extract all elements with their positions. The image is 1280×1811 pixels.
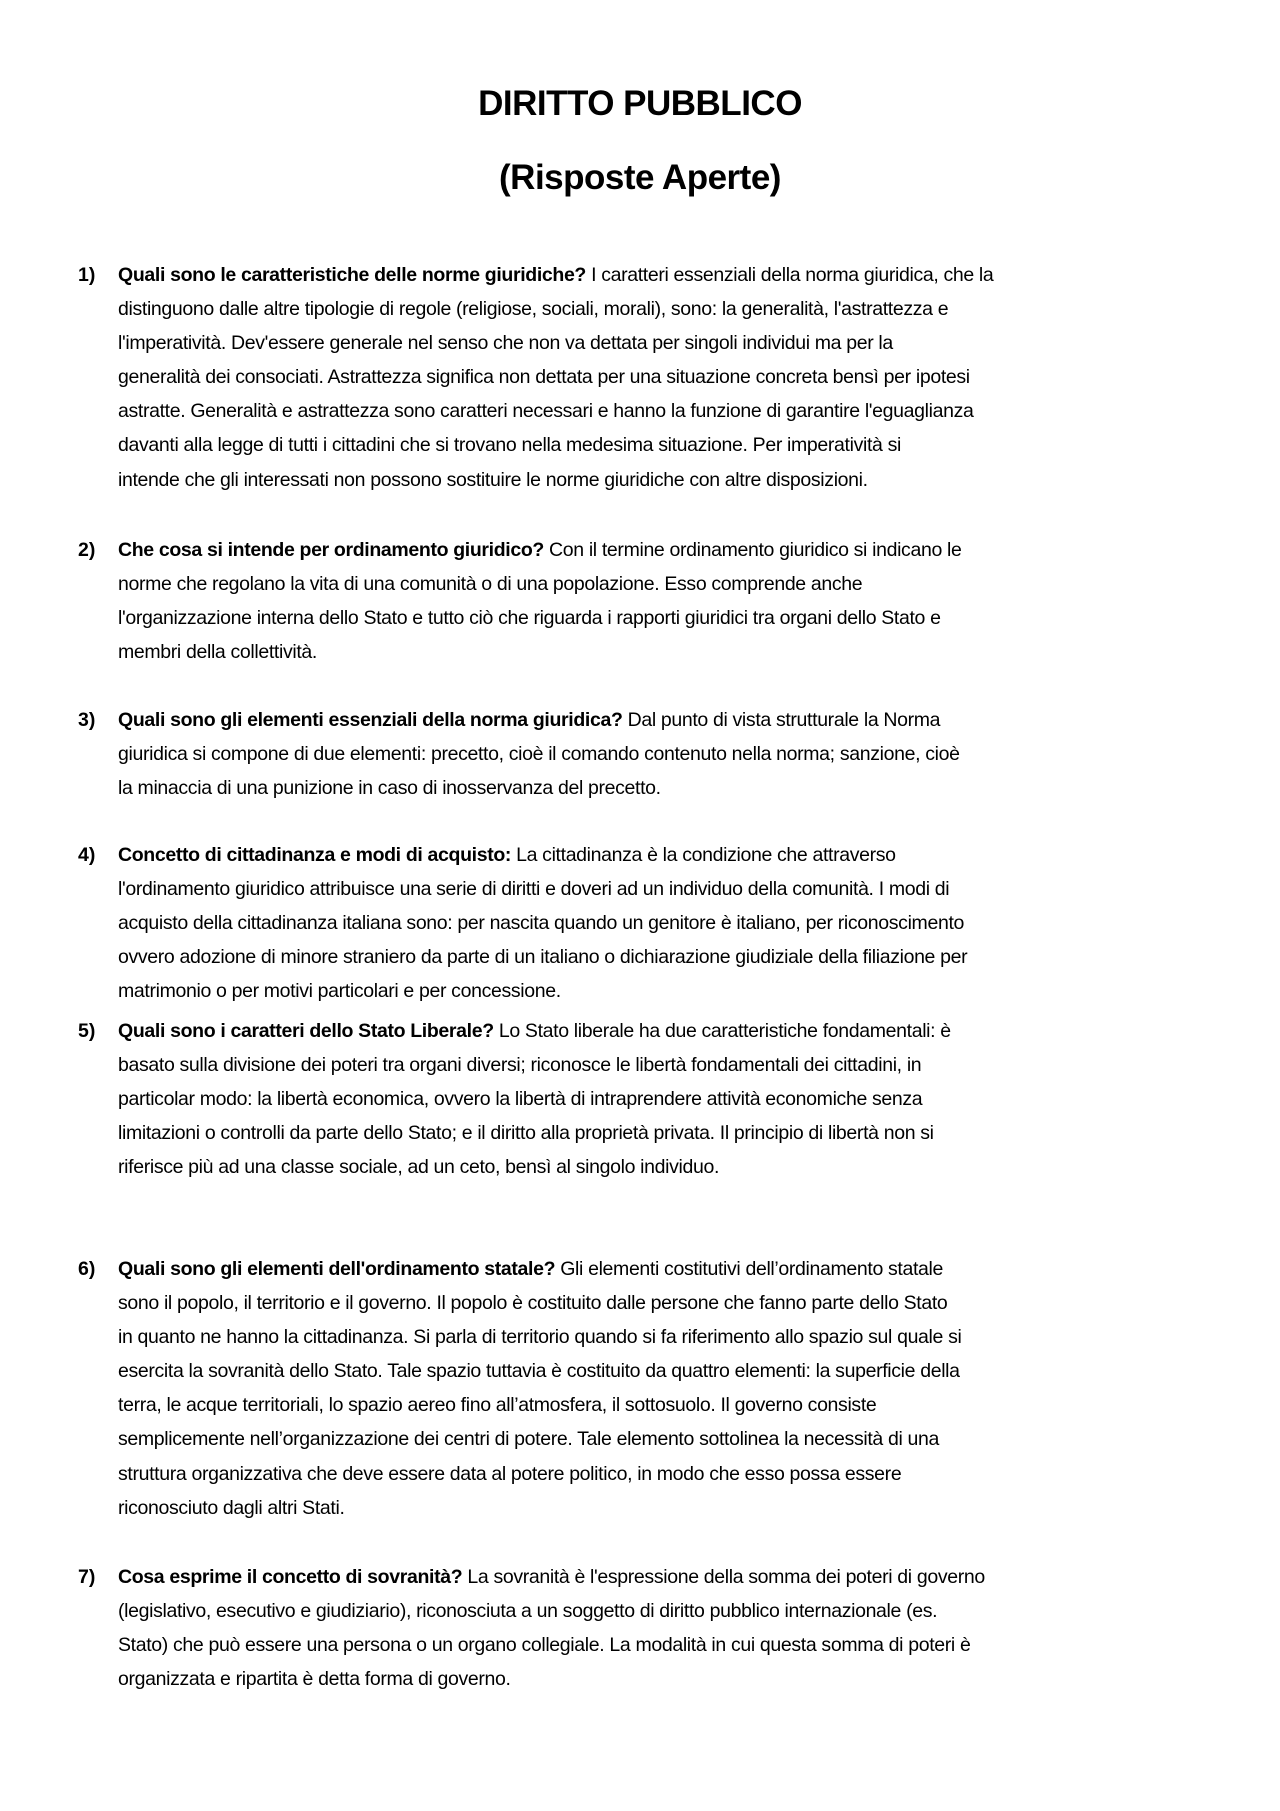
answer-text: [118, 1014, 951, 1184]
text-line: matrimonio o per motivi particolari e per concessione.: [118, 980, 561, 1003]
answer-text: [118, 703, 960, 805]
answer-line: I caratteri essenziali della norma giuridica, che la: [586, 264, 994, 286]
text-line: terra, le acque territoriali, lo spazio aereo fino all’atmosfera, il sottosuolo. Il governo consiste: [118, 1394, 877, 1417]
text-line: [118, 1252, 961, 1286]
text-line: limitazioni o controlli da parte dello Stato; e il diritto alla proprietà privata. Il principio di libertà non si: [118, 1122, 934, 1145]
text-line: l'ordinamento giuridico attribuisce una serie di diritti e doveri ad un individuo della comunità. I modi di: [118, 878, 950, 901]
question-number: 5): [78, 1020, 96, 1042]
answer-line: Dal punto di vista strutturale la Norma: [622, 709, 941, 731]
text-line: la minaccia di una punizione in caso di inosservanza del precetto.: [118, 777, 661, 800]
answer-text: [118, 258, 993, 497]
question-number: 2): [78, 539, 96, 561]
answer-line: Con il termine ordinamento giuridico si indicano le: [543, 539, 962, 561]
text-line: [118, 838, 967, 872]
text-line: giuridica si compone di due elementi: precetto, cioè il comando contenuto nella norma; sanzione, cioè: [118, 743, 960, 766]
question-heading: Che cosa si intende per ordinamento giuridico?: [118, 539, 544, 561]
question-number: 6): [78, 1258, 96, 1280]
text-line: semplicemente nell’organizzazione dei centri di potere. Tale elemento sottolinea la necessità di una: [118, 1428, 939, 1451]
text-line: generalità dei consociati. Astrattezza significa non dettata per una situazione concreta bensì per ipotesi: [118, 366, 970, 389]
question-heading: Quali sono le caratteristiche delle norme giuridiche?: [118, 264, 586, 286]
text-line: [118, 258, 993, 292]
text-line: [118, 1014, 951, 1048]
text-line: l'organizzazione interna dello Stato e tutto ciò che riguarda i rapporti giuridici tra organi dello Stato e: [118, 607, 941, 630]
answer-text: [118, 838, 967, 1008]
text-line: in quanto ne hanno la cittadinanza. Si parla di territorio quando si fa riferimento allo spazio sul quale si: [118, 1326, 962, 1349]
question-heading: Concetto di cittadinanza e modi di acquisto:: [118, 844, 512, 866]
answer-line: La cittadinanza è la condizione che attraverso: [511, 844, 896, 866]
text-line: particolar modo: la libertà economica, ovvero la libertà di intraprendere attività economiche senza: [118, 1088, 923, 1111]
text-line: [118, 533, 962, 567]
text-line: intende che gli interessati non possono sostituire le norme giuridiche con altre disposizioni.: [118, 468, 868, 491]
text-line: ovvero adozione di minore straniero da parte di un italiano o dichiarazione giudiziale della filiazione per: [118, 946, 968, 969]
text-line: distinguono dalle altre tipologie di regole (religiose, sociali, morali), sono: la generalità, l'astrattezza e: [118, 298, 949, 321]
answer-line: Lo Stato liberale ha due caratteristiche fondamentali: è: [493, 1020, 951, 1042]
answer-text: [118, 1252, 961, 1525]
text-line: (legislativo, esecutivo e giudiziario), riconosciuta a un soggetto di diritto pubblico internazionale (es.: [118, 1600, 938, 1623]
answer-line: Gli elementi costitutivi dell’ordinamento statale: [555, 1258, 944, 1280]
question-heading: Cosa esprime il concetto di sovranità?: [118, 1566, 463, 1588]
answer-line: La sovranità è l'espressione della somma dei poteri di governo: [462, 1566, 985, 1588]
question-number: 7): [78, 1566, 96, 1588]
text-line: astratte. Generalità e astrattezza sono caratteri necessari e hanno la funzione di garantire l'eguaglianza: [118, 400, 974, 423]
text-line: acquisto della cittadinanza italiana sono: per nascita quando un genitore è italiano, per riconoscimento: [118, 912, 965, 935]
answer-text: [118, 1560, 985, 1696]
question-heading: Quali sono gli elementi essenziali della norma giuridica?: [118, 709, 623, 731]
text-line: membri della collettività.: [118, 641, 317, 664]
question-number: 1): [78, 264, 96, 286]
question-number: 3): [78, 709, 96, 731]
text-line: l'imperatività. Dev'essere generale nel senso che non va dettata per singoli individui ma per la: [118, 332, 893, 355]
text-line: organizzata e ripartita è detta forma di governo.: [118, 1668, 511, 1691]
text-line: basato sulla divisione dei poteri tra organi diversi; riconosce le libertà fondamentali dei cittadini, in: [118, 1054, 922, 1077]
question-heading: Quali sono gli elementi dell'ordinamento statale?: [118, 1258, 556, 1280]
text-line: sono il popolo, il territorio e il governo. Il popolo è costituito dalle persone che fanno parte dello Stato: [118, 1292, 948, 1315]
text-line: [118, 703, 960, 737]
question-heading: Quali sono i caratteri dello Stato Liberale?: [118, 1020, 494, 1042]
answer-text: [118, 533, 962, 669]
text-line: [118, 1560, 985, 1594]
text-line: Stato) che può essere una persona o un organo collegiale. La modalità in cui questa somma di poteri è: [118, 1634, 971, 1657]
text-line: riconosciuto dagli altri Stati.: [118, 1496, 345, 1519]
text-line: davanti alla legge di tutti i cittadini che si trovano nella medesima situazione. Per imperatività si: [118, 434, 901, 457]
question-number: 4): [78, 844, 96, 866]
document-title: DIRITTO PUBBLICO: [478, 84, 802, 123]
document-subtitle: (Risposte Aperte): [499, 158, 781, 197]
text-line: riferisce più ad una classe sociale, ad un ceto, bensì al singolo individuo.: [118, 1156, 720, 1179]
text-line: struttura organizzativa che deve essere data al potere politico, in modo che esso possa essere: [118, 1462, 902, 1485]
text-line: esercita la sovranità dello Stato. Tale spazio tuttavia è costituito da quattro elementi: la superficie della: [118, 1360, 960, 1383]
text-line: norme che regolano la vita di una comunità o di una popolazione. Esso comprende anche: [118, 573, 863, 596]
